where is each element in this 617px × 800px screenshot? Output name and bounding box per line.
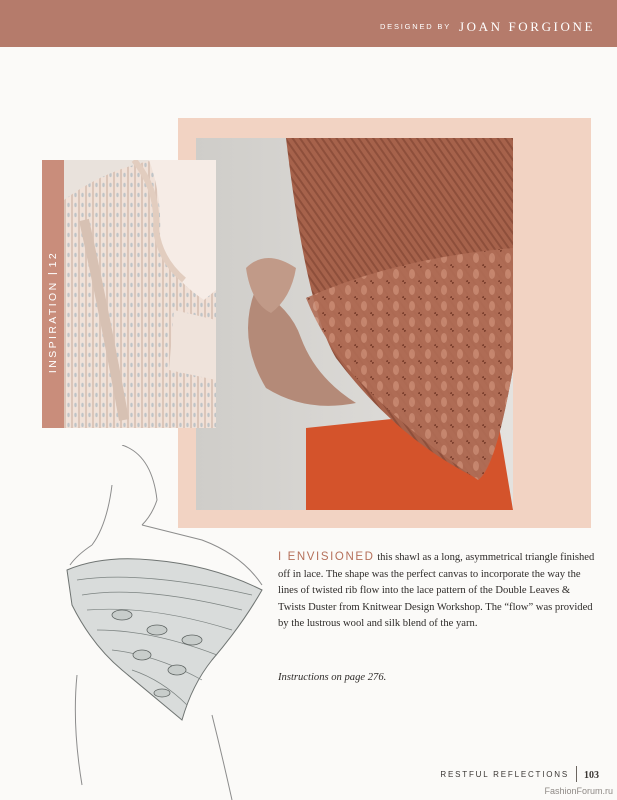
inset-photo-illustration bbox=[64, 160, 216, 428]
shawl-sketch-drawing bbox=[62, 445, 277, 800]
watermark: FashionForum.ru bbox=[544, 786, 613, 796]
designer-credit bbox=[380, 18, 595, 36]
inset-photo bbox=[64, 160, 216, 428]
page-number: 103 bbox=[584, 770, 599, 781]
shawl-sketch bbox=[62, 445, 277, 800]
inspiration-number: 12 bbox=[47, 250, 59, 268]
section-title: RESTFUL REFLECTIONS bbox=[440, 770, 569, 779]
inspiration-label bbox=[47, 251, 59, 373]
instructions-note: Instructions on page 276. bbox=[278, 672, 387, 683]
page-footer bbox=[440, 765, 599, 783]
designed-by-label: DESIGNED BY bbox=[379, 22, 451, 31]
tab-divider bbox=[48, 273, 57, 274]
lead-in: I ENVISIONED bbox=[278, 551, 375, 563]
body-paragraph bbox=[278, 549, 598, 633]
footer-divider bbox=[576, 766, 577, 782]
inspiration-word: INSPIRATION bbox=[47, 280, 59, 374]
designer-name: JOAN FORGIONE bbox=[459, 19, 595, 34]
header-band bbox=[0, 0, 617, 47]
body-text: this shawl as a long, asymmetrical triangle finished off in lace. The shape was the perfect canvas to incorporate the way the lines of twisted rib flow into the lace pattern of the Double Leaves & Twists Duster from Knitwear Design Workshop. The “flow” was provided by the lustrous wool and silk blend of the yarn. bbox=[278, 552, 595, 629]
